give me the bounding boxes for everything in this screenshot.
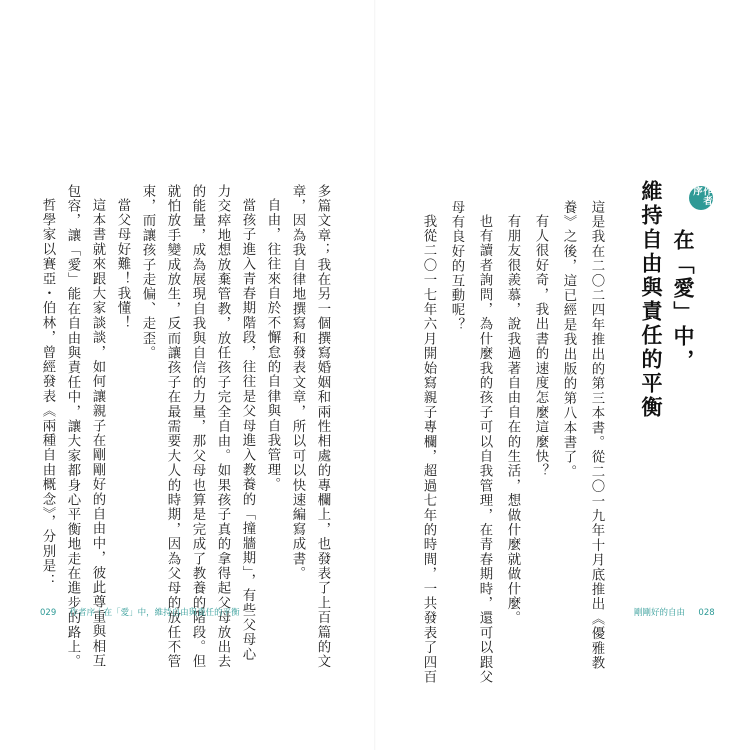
- author-preface-badge: 作者序: [689, 186, 713, 210]
- chapter-title-line-2: 維持自由與責任的平衡: [639, 180, 663, 420]
- right-page-line-4: 有朋友很羨慕，說我過著自由自在的生活，想做什麼就做什麼。: [505, 214, 520, 626]
- left-running-head: 作者序｜在「愛」中，維持自由與責任的平衡: [69, 608, 240, 618]
- right-page-line-3: 有人很好奇，我出書的速度怎麼這麼快？: [533, 214, 548, 479]
- page-gutter: [374, 0, 376, 750]
- left-page-line-9: 當父母好難！我懂！: [115, 198, 130, 331]
- right-page-number: 028: [698, 608, 715, 618]
- left-page-line-10: 這本書就來跟大家談談，如何讓親子在剛剛好的自由中，彼此尊重與相互: [90, 198, 105, 669]
- left-page-line-3: 自由，往往來自於不懈怠的自律與自我管理。: [265, 198, 280, 492]
- right-running-head: 剛剛好的自由: [634, 608, 686, 618]
- right-page-line-1: 這是我在二〇二四年推出的第三本書。從二〇一九年十月底推出《優雅教: [589, 200, 604, 671]
- left-page-line-8: 束，而讓孩子走偏、走歪。: [140, 184, 155, 361]
- left-page-number: 029: [40, 608, 57, 618]
- right-footer: [634, 606, 715, 618]
- right-page-line-2: 養》之後，這已經是我出版的第八本書了。: [561, 200, 576, 480]
- chapter-title-line-1: 在「愛」中，: [671, 229, 695, 373]
- right-page-line-6: 母有良好的互動呢？: [449, 200, 464, 333]
- right-page-line-7: 我從二〇一七年六月開始寫親子專欄，超過七年的時間，一共發表了四百: [421, 214, 436, 685]
- left-page-line-5: 力交瘁地想放棄管教，放任孩子完全自由。如果孩子真的拿得起父母放出去: [215, 184, 230, 670]
- left-page-line-4: 當孩子進入青春期階段，往往是父母進入教養的「撞牆期」，有些父母心: [240, 198, 255, 662]
- left-page-line-6: 的能量，成為展現自我與自信的力量，那父母也算是完成了教養的階段。但: [190, 184, 205, 670]
- right-page-line-5: 也有讀者詢問，為什麼我的孩子可以自我管理，在青春期時，還可以跟父: [477, 214, 492, 685]
- left-page-line-11: 包容，讓「愛」能在自由與責任中，讓大家都身心平衡地走在進步的路上。: [65, 184, 80, 670]
- left-page-line-1: 多篇文章；我在另一個撰寫婚姻和兩性相處的專欄上，也發表了上百篇的文: [315, 184, 330, 670]
- left-page-line-12: 哲學家以賽亞・伯林，曾經發表《兩種自由概念》，分別是：: [40, 198, 55, 589]
- left-footer: [40, 606, 240, 618]
- left-page-line-7: 就怕放手變成放生，反而讓孩子在最需要大人的時期，因為父母的放任不管: [165, 184, 180, 670]
- left-page-line-2: 章，因為我自律地撰寫和發表文章，所以可以快速編寫成書。: [290, 184, 305, 581]
